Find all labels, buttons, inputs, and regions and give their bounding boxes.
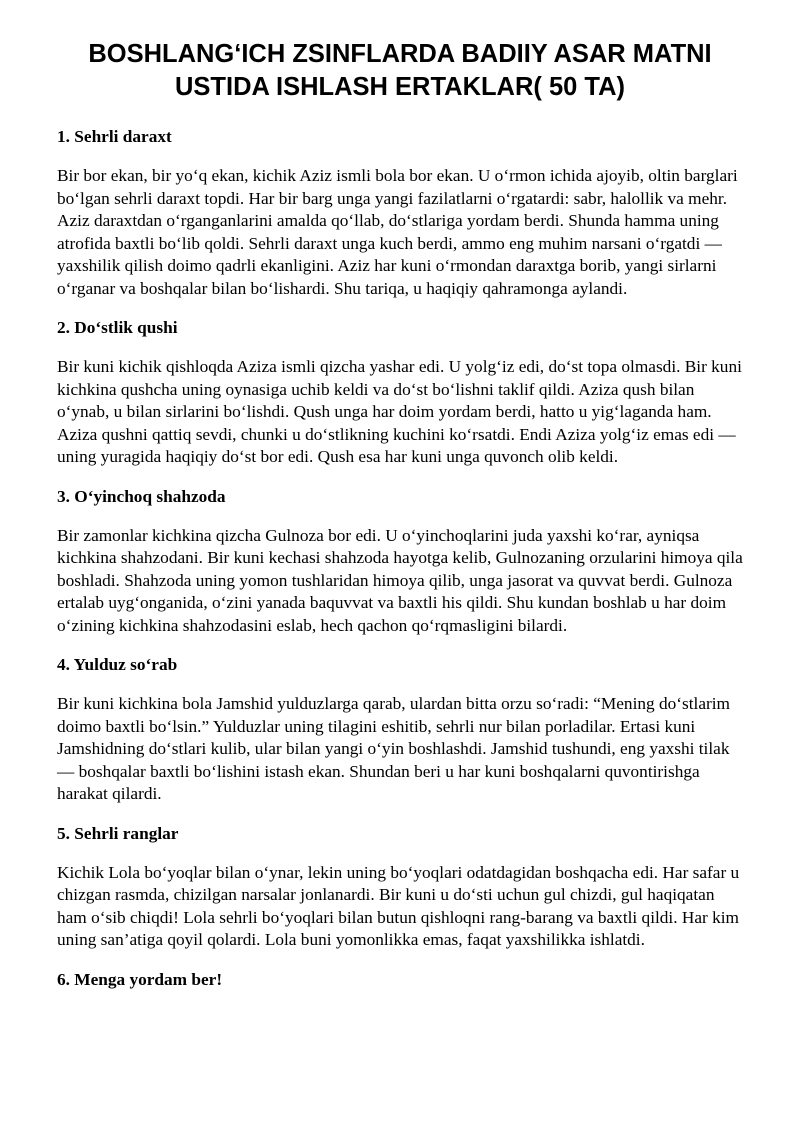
story-4 (57, 654, 743, 806)
story-body: Bir kuni kichkina bola Jamshid yulduzlarga qarab, ulardan bitta orzu so‘radi: “Mening do‘stlarim doimo baxtli bo‘lsin.” Yulduzlar uning tilagini eshitib, sehrli nur bilan porladilar. Ertasi kuni Jamshidning do‘stlari kulib, ular bilan yangi o‘yin boshlashdi. Jamshid tushundi, eng yaxshi tilak — boshqalar baxtli bo‘lishini istash ekan. Shundan beri u har kuni boshqalarni quvontirishga harakat qilardi. (57, 694, 730, 803)
story-6 (57, 969, 743, 991)
story-body: Bir kuni kichik qishloqda Aziza ismli qizcha yashar edi. U yolg‘iz edi, do‘st topa olmasdi. Bir kuni kichkina qushcha uning oynasiga uchib keldi va do‘st bo‘lishni taklif qildi. Aziza qush bilan o‘ynab, u bilan sirlarini bo‘lishdi. Qush unga har doim yordam berdi, hatto u yig‘laganda ham. Aziza qushni qattiq sevdi, chunki u do‘stlikning kuchini ko‘rsatdi. Endi Aziza yolg‘iz emas edi — uning yuragida haqiqiy do‘st bor edi. Qush esa har kuni unga quvonch olib keldi. (57, 357, 742, 466)
story-5 (57, 823, 743, 952)
title-line-2: USTIDA ISHLASH ERTAKLAR( 50 TA) (174, 73, 626, 101)
title-line-1: BOSHLANG‘ICH ZSINFLARDA BADIIY ASAR MATNI (88, 40, 712, 68)
story-body: Kichik Lola bo‘yoqlar bilan o‘ynar, lekin uning bo‘yoqlari odatdagidan boshqacha edi. Har safar u chizgan rasmda, chizilgan narsalar jonlanardi. Bir kuni u do‘sti uchun gul chizdi, gul haqiqatan ham o‘sib chiqdi! Lola sehrli bo‘yoqlari bilan butun qishloqni rang-barang va baxtli qildi. Har kim uning san’atiga qoyil qolardi. Lola buni yomonlikka emas, faqat yaxshilikka ishlatdi. (57, 862, 740, 949)
story-body: Bir zamonlar kichkina qizcha Gulnoza bor edi. U o‘yinchoqlarini juda yaxshi ko‘rar, ayniqsa kichkina shahzodani. Bir kuni kechasi shahzoda hayotga kelib, Gulnozaning orzularini himoya qila boshladi. Shahzoda uning yomon tushlaridan himoya qilib, unga jasorat va quvvat berdi. Gulnoza ertalab uyg‘onganida, o‘zini yanada baquvvat va baxtli his qildi. Shu kundan boshlab u har doim o‘zining kichkina shahzodasini eslab, hech qachon qo‘rqmasligini bilardi. (57, 525, 743, 635)
story-heading: 5. Sehrli ranglar (57, 823, 179, 843)
story-1 (57, 126, 743, 300)
story-heading: 4. Yulduz so‘rab (57, 655, 178, 674)
story-body: Bir bor ekan, bir yo‘q ekan, kichik Aziz ismli bola bor ekan. U o‘rmon ichida ajoyib, oltin barglari bo‘lgan sehrli daraxt topdi. Har bir barg unga yangi fazilatlarni o‘rgatardi: sabr, halollik va mehr. Aziz daraxtdan o‘rganganlarini amalda qo‘llab, do‘stlariga yordam berdi. Shunda hamma uning atrofida baxtli bo‘lib qoldi. Sehrli daraxt unga kuch berdi, ammo eng muhim narsani o‘rgatdi — yaxshilik qilish doimo qadrli ekanligini. Aziz har kuni o‘rmondan daraxtga borib, yangi sirlarni o‘rganar va boshqalar bilan bo‘lishardi. Shu tariqa, u haqiqiy qahramonga aylandi. (57, 166, 738, 298)
story-2 (57, 317, 743, 469)
document-title (57, 38, 743, 104)
story-3 (57, 486, 743, 638)
story-heading: 6. Menga yordam ber! (57, 969, 223, 989)
story-heading: 2. Do‘stlik qushi (57, 318, 178, 337)
story-heading: 3. O‘yinchoq shahzoda (57, 486, 226, 506)
story-heading: 1. Sehrli daraxt (57, 127, 172, 146)
